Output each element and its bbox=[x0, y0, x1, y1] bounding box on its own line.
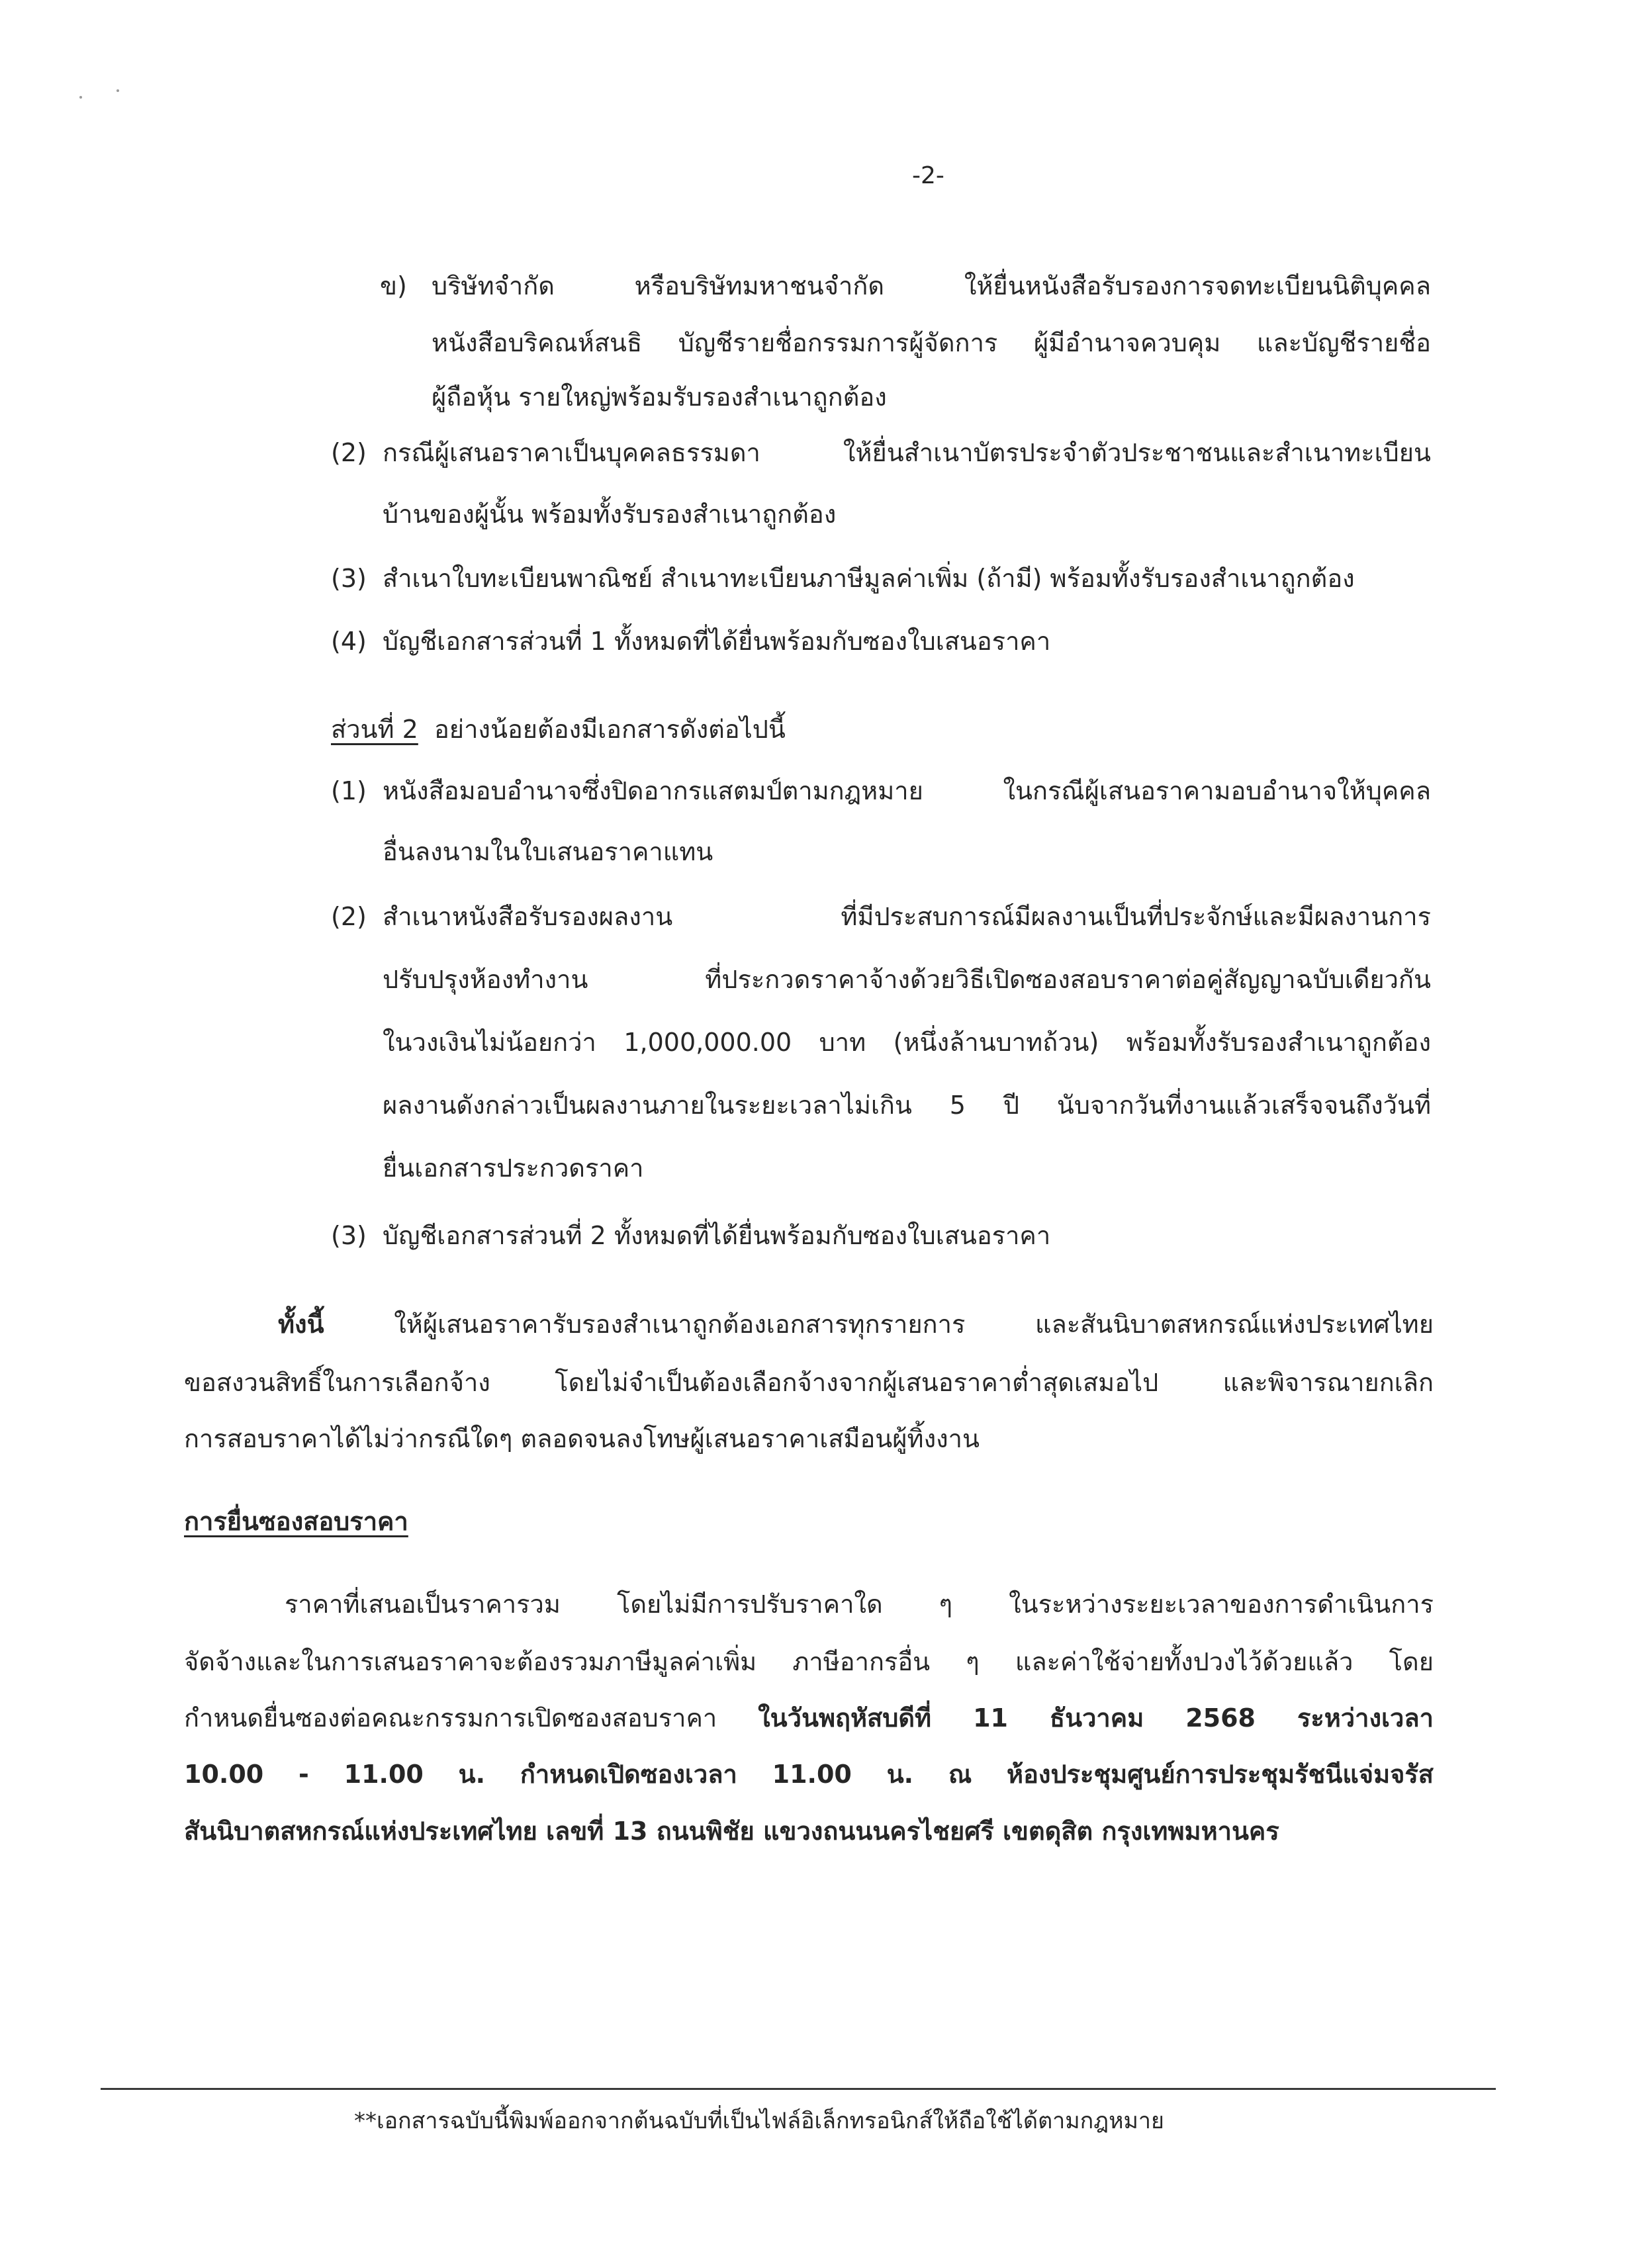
item-b-line: หนังสือบริคณห์สนธิ บัญชีรายชื่อกรรมการผู้จัดการ ผู้มีอำนาจควบคุม และบัญชีรายชื่อ bbox=[432, 328, 1431, 357]
part2-item-3-line: บัญชีเอกสารส่วนที่ 2 ทั้งหมดที่ได้ยื่นพร้อมกับซองใบเสนอราคา bbox=[383, 1221, 1051, 1250]
submission-line5: สันนิบาตสหกรณ์แห่งประเทศไทย เลขที่ 13 ถนนพิชัย แขวงถนนนครไชยศรี เขตดุสิต กรุงเทพมหานคร bbox=[184, 1817, 1279, 1846]
item-2-line: บ้านของผู้นั้น พร้อมทั้งรับรองสำเนาถูกต้อง bbox=[383, 500, 837, 529]
part2-heading-line bbox=[331, 717, 786, 742]
submission-line3-plain: กำหนดยื่นซองต่อคณะกรรมการเปิดซองสอบราคา bbox=[184, 1703, 717, 1733]
part2-item-2-line: ผลงานดังกล่าวเป็นผลงานภายในระยะเวลาไม่เกิน 5 ปี นับจากวันที่งานแล้วเสร็จจนถึงวันที่ bbox=[383, 1091, 1431, 1120]
item-3-marker: (3) bbox=[331, 564, 367, 593]
part2-item-1-line: หนังสือมอบอำนาจซึ่งปิดอากรแสตมป์ตามกฎหมาย ในกรณีผู้เสนอราคามอบอำนาจให้บุคคล bbox=[383, 776, 1431, 805]
part2-item-2-line: ยื่นเอกสารประกวดราคา bbox=[383, 1153, 644, 1183]
submission-line3-bold: ในวันพฤหัสบดีที่ 11 ธันวาคม 2568 ระหว่างเวลา bbox=[758, 1703, 1434, 1733]
page-number: -2- bbox=[912, 162, 944, 189]
submission-line3 bbox=[184, 1705, 1434, 1731]
part2-item-2-marker: (2) bbox=[331, 902, 367, 931]
item-b-line: ผู้ถือหุ้น รายใหญ่พร้อมรับรองสำเนาถูกต้อง bbox=[432, 383, 887, 412]
item-2-line: กรณีผู้เสนอราคาเป็นบุคคลธรรมดา ให้ยื่นสำเนาบัตรประจำตัวประชาชนและสำเนาทะเบียน bbox=[383, 438, 1431, 467]
part2-heading-rest: อย่างน้อยต้องมีเอกสารดังต่อไปนี้ bbox=[434, 715, 786, 744]
submission-line4: 10.00 - 11.00 น. กำหนดเปิดซองเวลา 11.00 น. ณ ห้องประชุมศูนย์การประชุมรัชนีแจ่มจรัส bbox=[184, 1760, 1434, 1789]
submission-heading: การยื่นซองสอบราคา bbox=[184, 1507, 408, 1536]
scan-speck bbox=[116, 89, 119, 92]
notice-line1: ให้ผู้เสนอราคารับรองสำเนาถูกต้องเอกสารทุกรายการ และสันนิบาตสหกรณ์แห่งประเทศไทย bbox=[394, 1310, 1434, 1339]
part2-heading: ส่วนที่ 2 bbox=[331, 715, 418, 744]
part2-item-1-marker: (1) bbox=[331, 776, 367, 805]
submission-line2: จัดจ้างและในการเสนอราคาจะต้องรวมภาษีมูลค่าเพิ่ม ภาษีอากรอื่น ๆ และค่าใช้จ่ายทั้งปวงไว้ด้วยแล้ว โดย bbox=[184, 1647, 1434, 1676]
scan-speck bbox=[79, 96, 82, 99]
item-b-line: บริษัทจำกัด หรือบริษัทมหาชนจำกัด ให้ยื่นหนังสือรับรองการจดทะเบียนนิติบุคคล bbox=[432, 271, 1431, 300]
notice-lead: ทั้งนี้ bbox=[278, 1310, 324, 1339]
part2-item-2-line: ปรับปรุงห้องทำงาน ที่ประกวดราคาจ้างด้วยวิธีเปิดซองสอบราคาต่อคู่สัญญาฉบับเดียวกัน bbox=[383, 965, 1431, 994]
item-b-marker: ข) bbox=[380, 271, 407, 300]
part2-item-2-line: สำเนาหนังสือรับรองผลงาน ที่มีประสบการณ์มีผลงานเป็นที่ประจักษ์และมีผลงานการ bbox=[383, 902, 1431, 931]
item-2-marker: (2) bbox=[331, 438, 367, 467]
submission-line1: ราคาที่เสนอเป็นราคารวม โดยไม่มีการปรับราคาใด ๆ ในระหว่างระยะเวลาของการดำเนินการ bbox=[285, 1590, 1434, 1619]
item-4-line: บัญชีเอกสารส่วนที่ 1 ทั้งหมดที่ได้ยื่นพร้อมกับซองใบเสนอราคา bbox=[383, 627, 1051, 656]
notice-line3: การสอบราคาได้ไม่ว่ากรณีใดๆ ตลอดจนลงโทษผู้เสนอราคาเสมือนผู้ทิ้งงาน bbox=[184, 1424, 980, 1453]
footer-disclaimer: **เอกสารฉบับนี้พิมพ์ออกจากต้นฉบับที่เป็นไฟล์อิเล็กทรอนิกส์ให้ถือใช้ได้ตามกฎหมาย bbox=[354, 2108, 1164, 2134]
notice-line bbox=[278, 1312, 1434, 1337]
notice-line2: ขอสงวนสิทธิ์ในการเลือกจ้าง โดยไม่จำเป็นต้องเลือกจ้างจากผู้เสนอราคาต่ำสุดเสมอไป และพิจารณายกเลิก bbox=[184, 1368, 1434, 1397]
part2-item-3-marker: (3) bbox=[331, 1221, 367, 1250]
footer-rule bbox=[101, 2088, 1496, 2090]
item-3-line: สำเนาใบทะเบียนพาณิชย์ สำเนาทะเบียนภาษีมูลค่าเพิ่ม (ถ้ามี) พร้อมทั้งรับรองสำเนาถูกต้อง bbox=[383, 564, 1355, 593]
part2-item-1-line: อื่นลงนามในใบเสนอราคาแทน bbox=[383, 837, 713, 866]
item-4-marker: (4) bbox=[331, 627, 367, 656]
part2-item-2-line: ในวงเงินไม่น้อยกว่า 1,000,000.00 บาท (หนึ่งล้านบาทถ้วน) พร้อมทั้งรับรองสำเนาถูกต้อง bbox=[383, 1028, 1431, 1057]
